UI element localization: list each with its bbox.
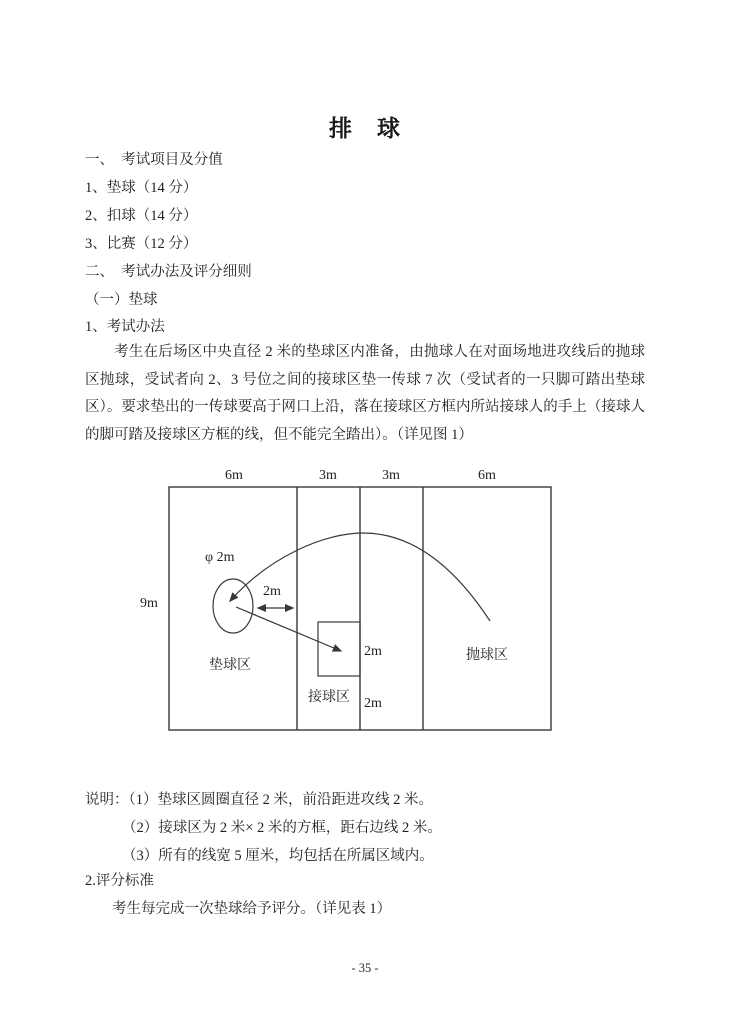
sub-heading-method: 1、考试办法 [85, 319, 165, 335]
dim-label-court-width: 9m [140, 596, 158, 611]
list-item-match: 3、比赛（12 分） [85, 236, 198, 252]
square-offset-label: 2m [364, 696, 382, 711]
note-1: 说明：（1）垫球区圆圈直径 2 米，前沿距进攻线 2 米。 [85, 792, 433, 808]
section2-heading: 二、 考试办法及评分细则 [85, 264, 252, 280]
note-2: （2）接球区为 2 米× 2 米的方框，距右边线 2 米。 [122, 820, 442, 836]
list-item-spike: 2、扣球（14 分） [85, 208, 198, 224]
dim-label-backcourt-right: 6m [478, 468, 496, 483]
cushion-zone-circle [213, 579, 253, 633]
sub-heading-cushion: （一）垫球 [85, 292, 158, 308]
zone-cushion-label: 垫球区 [209, 658, 251, 673]
zone-throw-label: 抛球区 [466, 648, 508, 663]
sub-heading-scoring: 2.评分标准 [85, 873, 154, 889]
dim-label-backcourt-left: 6m [225, 468, 243, 483]
page-title: 排 球 [329, 116, 401, 141]
court-diagram [120, 455, 590, 770]
square-width-label: 2m [364, 644, 382, 659]
gap-distance-label: 2m [263, 584, 281, 599]
page-number: - 35 - [351, 961, 379, 975]
circle-diameter-label: φ 2m [205, 550, 235, 565]
dim-label-frontcourt-left: 3m [319, 468, 337, 483]
list-item-cushion: 1、垫球（14 分） [85, 180, 198, 196]
zone-receive-label: 接球区 [308, 690, 350, 705]
scoring-intro-line: 考生每完成一次垫球给予评分。（详见表 1） [112, 901, 392, 917]
note-3: （3）所有的线宽 5 厘米，均包括在所属区域内。 [122, 848, 434, 864]
method-paragraph: 考生在后场区中央直径 2 米的垫球区内准备，由抛球人在对面场地进攻线后的抛球区抛球，受试者向 2、3 号位之间的接球区垫一传球 7 次（受试者的一只脚可踏出垫球区）。要求垫出的一传球要高于网口上沿，落在接球区方框内所站接球人的手上（接球人的脚可踏及接球区方框的线，但不能完全踏出）。（详见图 1） [85, 344, 645, 443]
receive-zone-square [318, 622, 360, 676]
dim-label-frontcourt-right: 3m [382, 468, 400, 483]
section1-heading: 一、 考试项目及分值 [85, 152, 223, 168]
pass-arrow [236, 607, 341, 651]
